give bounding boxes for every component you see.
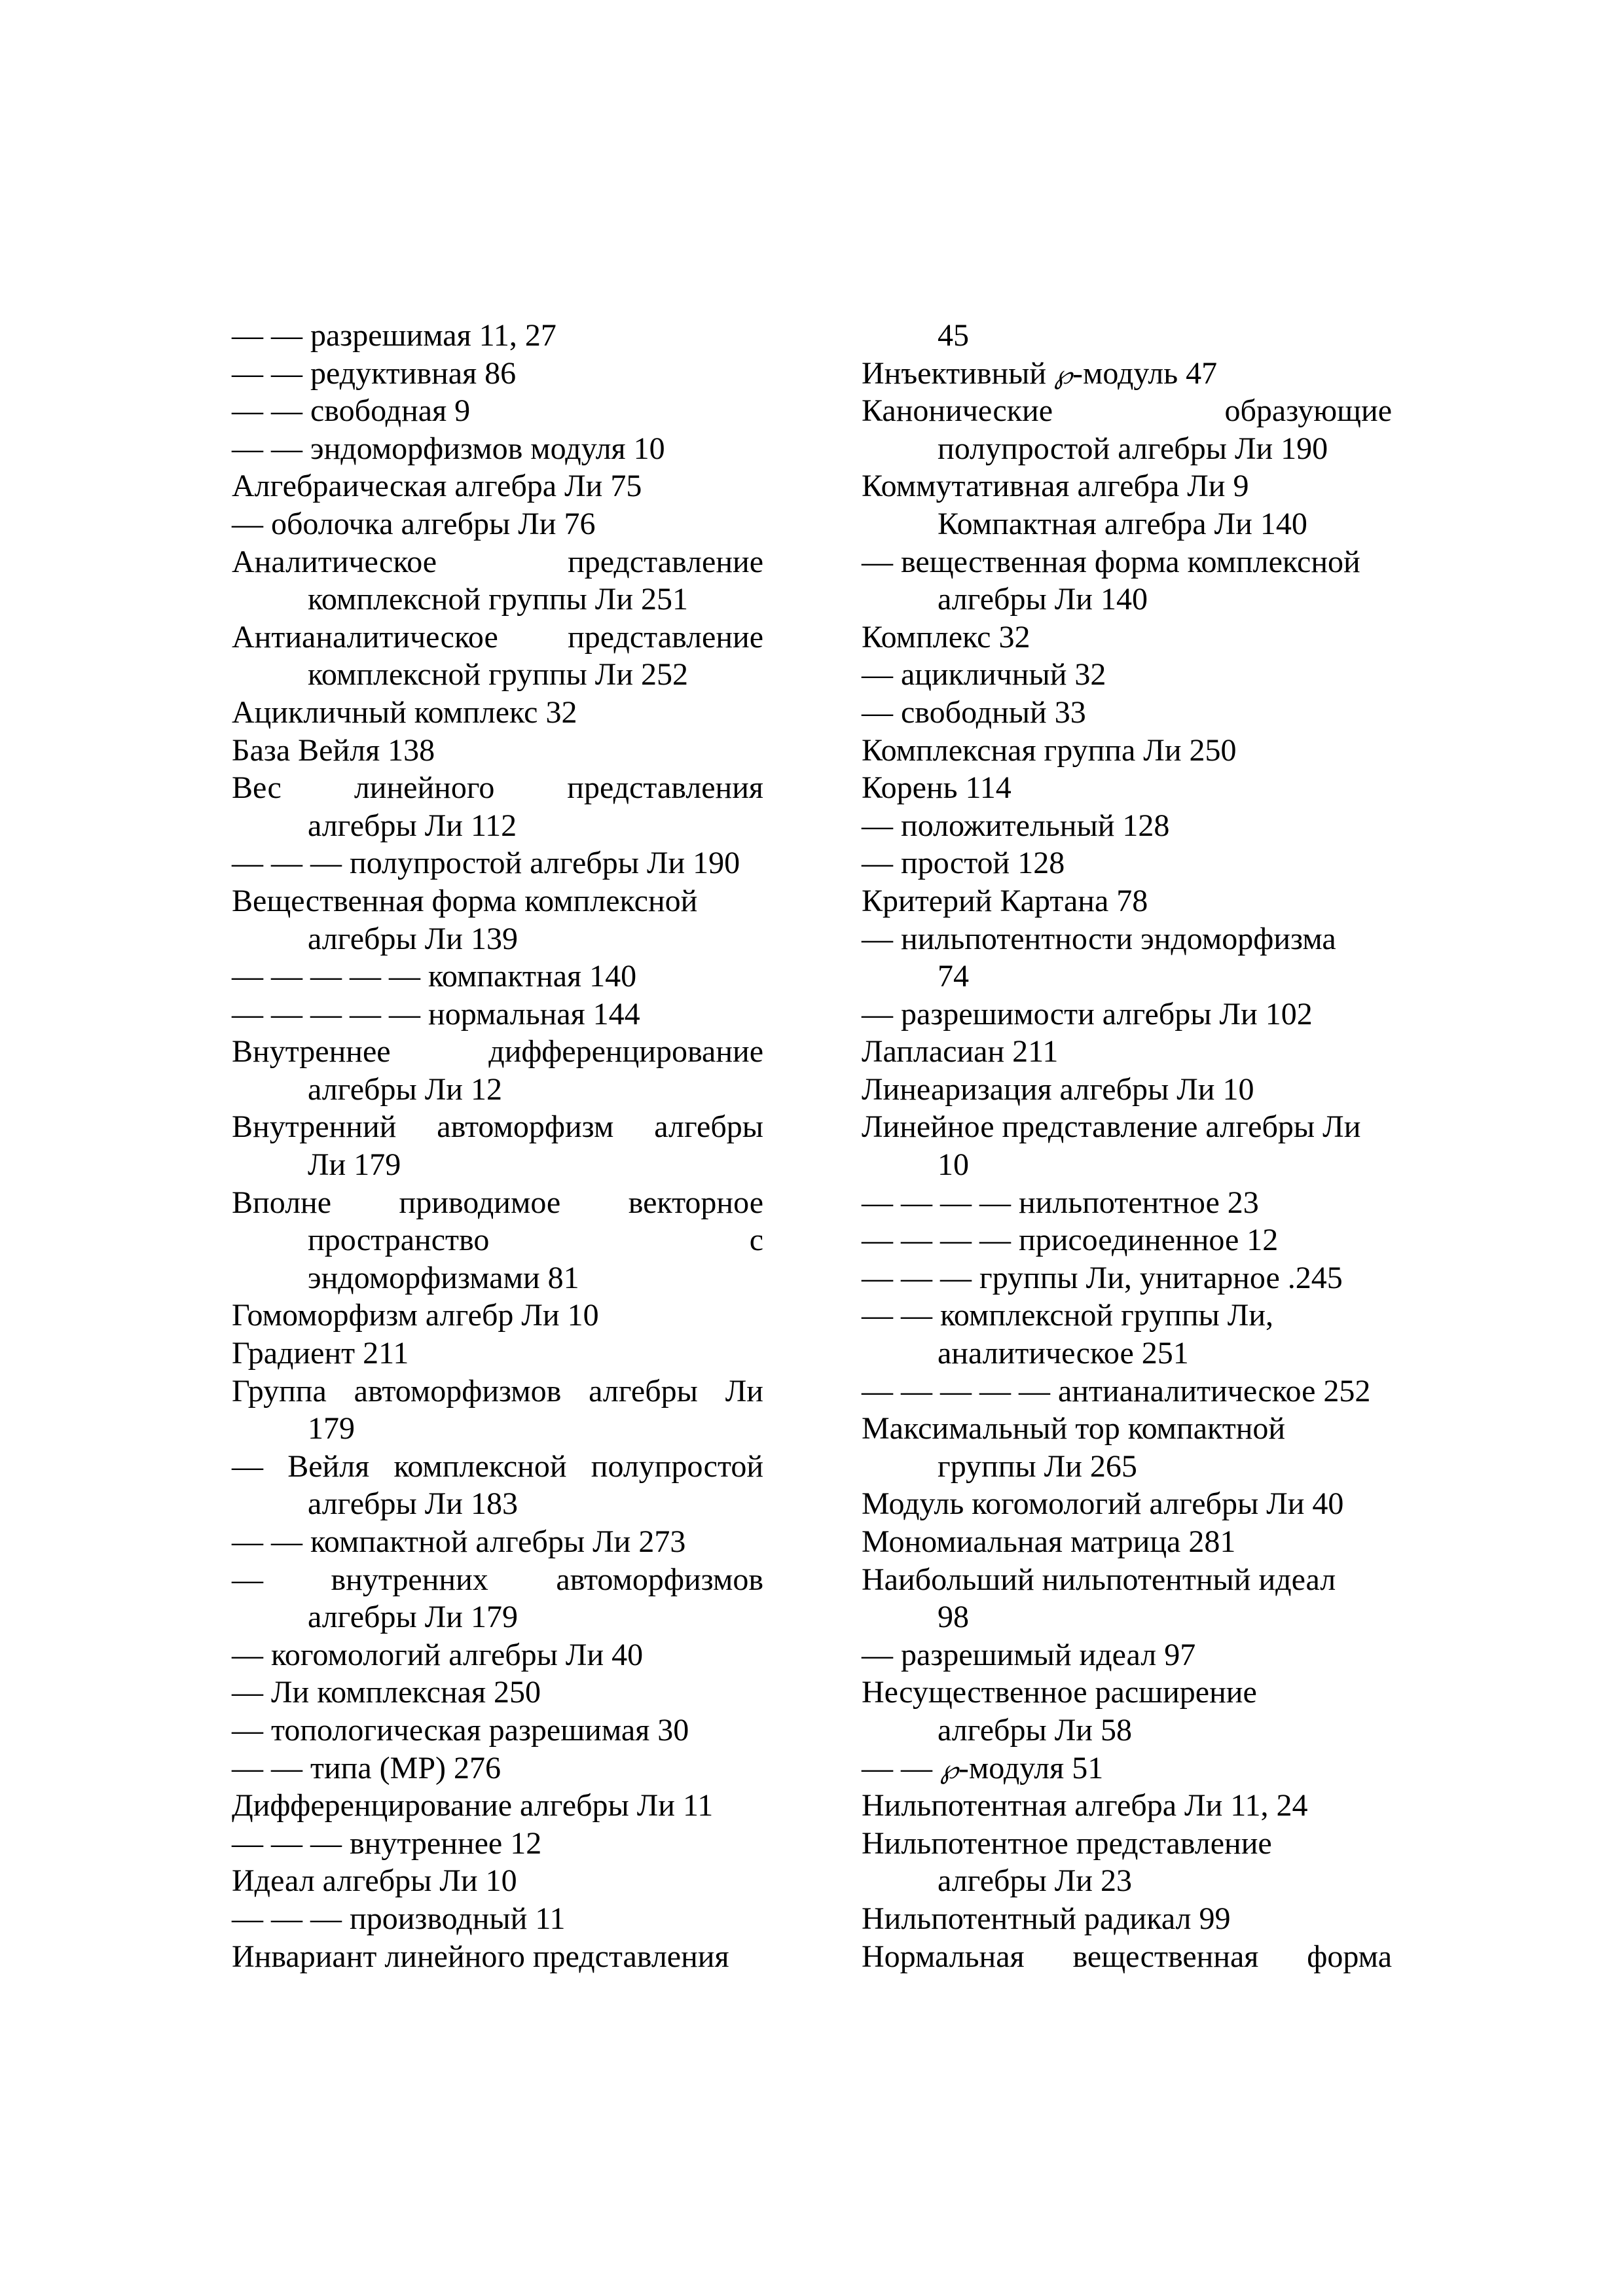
index-entry: [862, 392, 1392, 430]
index-entry: [862, 1787, 1392, 1825]
index-entry-suffix: -модуля 51: [958, 1750, 1104, 1785]
index-entry-text: алгебры Ли 12: [308, 1071, 502, 1107]
index-entry: [232, 1825, 763, 1863]
index-entry: [232, 1221, 763, 1259]
index-entry: [862, 1259, 1392, 1297]
index-entry-text: — — — производный 11: [232, 1901, 566, 1936]
index-entry: [862, 1297, 1392, 1335]
index-entry: [862, 1825, 1392, 1863]
index-entry: [232, 882, 763, 920]
index-entry: [232, 392, 763, 430]
index-entry-text: Внутренний автоморфизм алгебры: [232, 1109, 763, 1145]
index-entry: [232, 732, 763, 770]
index-column-right: [862, 317, 1392, 1975]
index-entry-text: Внутреннее дифференцирование: [232, 1034, 763, 1069]
index-entry-text: Коммутативная алгебра Ли 9: [862, 469, 1249, 504]
index-entry-text: Инъективный: [862, 355, 1047, 391]
index-entry-text: Компактная алгебра Ли 140: [938, 506, 1307, 541]
index-entry: [862, 732, 1392, 770]
index-entry-text: Градиент 211: [232, 1336, 409, 1371]
index-entry-text: — разрешимый идеал 97: [862, 1637, 1196, 1672]
index-entry: [232, 1598, 763, 1636]
index-entry-text: — Вейля комплексной полупростой: [232, 1448, 763, 1484]
index-entry: [232, 1900, 763, 1938]
index-entry: [862, 1184, 1392, 1222]
index-entry: [862, 656, 1392, 694]
index-entry: [862, 1372, 1392, 1410]
index-entry-text: — — — полупростой алгебры Ли 190: [232, 846, 740, 881]
index-entry-text: — — разрешимая 11, 27: [232, 318, 556, 353]
index-entry-text: Комплекс 32: [862, 619, 1030, 655]
index-entry-text: Максимальный тор компактной: [862, 1411, 1286, 1446]
index-entry: [862, 1146, 1392, 1184]
index-entry-text: Лапласиан 211: [862, 1034, 1059, 1069]
index-entry-suffix: -модуль 47: [1072, 355, 1218, 391]
index-entry: [862, 996, 1392, 1033]
index-entry-text: — топологическая разрешимая 30: [232, 1712, 689, 1748]
index-entry: [862, 844, 1392, 882]
index-entry: [862, 430, 1392, 468]
index-entry-text: Ли 179: [308, 1147, 401, 1183]
index-entry: [862, 807, 1392, 845]
index-entry: [232, 1410, 763, 1448]
index-entry: [862, 1749, 1392, 1787]
index-entry: [232, 1787, 763, 1825]
index-entry: [862, 694, 1392, 732]
index-entry: [862, 505, 1392, 543]
index-entry-text: 10: [938, 1147, 969, 1183]
index-entry-text: алгебры Ли 139: [308, 921, 518, 956]
index-entry: [862, 1938, 1392, 1976]
index-entry: [232, 1259, 763, 1297]
gothic-g-symbol: ℘: [940, 1754, 958, 1785]
index-entry-text: — — — — присоединенное 12: [862, 1223, 1279, 1258]
index-entry: [862, 1033, 1392, 1071]
index-entry-text: — — — — — антианалитическое 252: [862, 1373, 1371, 1408]
index-entry: [232, 1108, 763, 1146]
index-entry-text: — — комплексной группы Ли,: [862, 1298, 1274, 1333]
index-entry: [862, 1523, 1392, 1561]
index-entry-text: — оболочка алгебры Ли 76: [232, 506, 596, 541]
index-entry-text: Комплексная группа Ли 250: [862, 732, 1237, 768]
index-entry: [862, 882, 1392, 920]
index-entry-text: 179: [308, 1411, 355, 1446]
index-entry: [232, 1862, 763, 1900]
index-entry-text: алгебры Ли 140: [938, 582, 1148, 617]
index-entry: [862, 958, 1392, 996]
index-entry-text: Линеаризация алгебры Ли 10: [862, 1071, 1254, 1107]
index-entry-text: алгебры Ли 183: [308, 1486, 518, 1522]
index-entry: [232, 958, 763, 996]
index-entry-text: группы Ли 265: [938, 1448, 1137, 1484]
index-entry: [232, 430, 763, 468]
index-entry-text: Группа автоморфизмов алгебры Ли: [232, 1373, 763, 1408]
index-entry: [232, 844, 763, 882]
index-entry: [232, 1523, 763, 1561]
index-entry-text: — — — группы Ли, унитарное .245: [862, 1260, 1343, 1295]
index-entry-text: — —: [862, 1750, 932, 1785]
index-entry-text: Вполне приводимое векторное: [232, 1185, 763, 1220]
index-entry: [862, 1712, 1392, 1749]
index-entry: [232, 1712, 763, 1749]
index-entry: [232, 1561, 763, 1599]
index-entry-text: — — свободная 9: [232, 393, 471, 429]
index-entry: [862, 1561, 1392, 1599]
index-entry-text: — — типа (MP) 276: [232, 1750, 501, 1785]
index-entry: [862, 1410, 1392, 1448]
index-entry: [862, 1108, 1392, 1146]
index-entry-text: Вес линейного представления: [232, 770, 763, 806]
index-entry: [232, 1485, 763, 1523]
index-entry-text: — свободный 33: [862, 694, 1086, 730]
index-entry-text: Дифференцирование алгебры Ли 11: [232, 1788, 714, 1823]
index-entry: [862, 1071, 1392, 1109]
index-entry-text: комплексной группы Ли 252: [308, 657, 689, 692]
index-entry: [862, 1598, 1392, 1636]
index-entry: [232, 769, 763, 807]
index-entry: [232, 694, 763, 732]
index-entry: [232, 355, 763, 393]
index-entry: [232, 1297, 763, 1335]
index-entry-text: Вещественная форма комплексной: [232, 883, 698, 918]
index-entry-text: — — компактной алгебры Ли 273: [232, 1524, 686, 1559]
index-entry-text: пространство с: [308, 1223, 763, 1258]
index-entry-text: Корень 114: [862, 770, 1012, 806]
index-entry-text: Антианалитическое представление: [232, 619, 763, 655]
index-entry-text: Линейное представление алгебры Ли: [862, 1109, 1361, 1145]
index-entry: [862, 1485, 1392, 1523]
index-entry: [232, 1071, 763, 1109]
index-entry-text: алгебры Ли 112: [308, 808, 517, 843]
index-entry-text: — — эндоморфизмов модуля 10: [232, 431, 665, 466]
index-entry-text: алгебры Ли 58: [938, 1712, 1132, 1748]
index-entry: [862, 581, 1392, 619]
index-entry: [232, 1636, 763, 1674]
index-entry: [232, 1146, 763, 1184]
index-entry: [232, 1749, 763, 1787]
index-entry: [232, 807, 763, 845]
index-entry: [232, 505, 763, 543]
index-entry-text: алгебры Ли 179: [308, 1600, 518, 1635]
index-entry-text: — — редуктивная 86: [232, 355, 517, 391]
index-entry: [232, 619, 763, 656]
index-entry-text: Ацикличный комплекс 32: [232, 694, 577, 730]
index-entry: [232, 1184, 763, 1222]
index-entry: [862, 1335, 1392, 1372]
index-entry-text: алгебры Ли 23: [938, 1863, 1132, 1899]
index-entry-text: — — — — нильпотентное 23: [862, 1185, 1259, 1220]
index-entry: [862, 1221, 1392, 1259]
index-entry: [862, 355, 1392, 393]
index-entry: [862, 467, 1392, 505]
gothic-g-symbol: ℘: [1054, 359, 1073, 390]
index-entry: [232, 581, 763, 619]
index-entry: [232, 1372, 763, 1410]
index-entry-text: Критерий Картана 78: [862, 883, 1148, 918]
index-entry-text: комплексной группы Ли 251: [308, 582, 689, 617]
index-entry-text: Нильпотентное представление: [862, 1825, 1272, 1861]
index-column-left: [232, 317, 763, 1975]
index-entry-text: — нильпотентности эндоморфизма: [862, 921, 1336, 956]
index-entry-text: База Вейля 138: [232, 732, 435, 768]
index-entry: [232, 656, 763, 694]
index-entry: [862, 1900, 1392, 1938]
index-entry-text: Нильпотентная алгебра Ли 11, 24: [862, 1788, 1308, 1823]
index-entry: [862, 1448, 1392, 1486]
index-entry-text: Идеал алгебры Ли 10: [232, 1863, 517, 1899]
index-entry-text: эндоморфизмами 81: [308, 1260, 579, 1295]
index-entry-text: — вещественная форма комплексной: [862, 544, 1360, 579]
index-entry: [232, 467, 763, 505]
index-entry-text: Инвариант линейного представления: [232, 1939, 729, 1974]
index-entry-text: — когомологий алгебры Ли 40: [232, 1637, 644, 1672]
index-entry: [232, 1674, 763, 1712]
index-entry-text: Модуль когомологий алгебры Ли 40: [862, 1486, 1344, 1522]
index-entry-text: — простой 128: [862, 846, 1065, 881]
index-entry: [862, 1636, 1392, 1674]
index-entry: [232, 1033, 763, 1071]
index-entry-text: — Ли комплексная 250: [232, 1675, 541, 1710]
index-entry-text: — ацикличный 32: [862, 657, 1106, 692]
index-entry: [232, 1938, 763, 1976]
index-entry-text: 45: [938, 318, 969, 353]
index-entry-text: Наибольший нильпотентный идеал: [862, 1562, 1336, 1597]
index-entry-text: Нильпотентный радикал 99: [862, 1901, 1231, 1936]
index-entry: [232, 920, 763, 958]
index-entry: [232, 1335, 763, 1372]
index-entry-text: 74: [938, 959, 969, 994]
index-entry: [232, 543, 763, 581]
index-entry-text: Гомоморфизм алгебр Ли 10: [232, 1298, 599, 1333]
index-entry: [862, 619, 1392, 656]
index-entry: [232, 996, 763, 1033]
index-entry-text: — внутренних автоморфизмов: [232, 1562, 763, 1597]
index-entry: [232, 317, 763, 355]
index-entry-text: Канонические образующие: [862, 393, 1392, 429]
index-entry: [862, 1674, 1392, 1712]
index-entry-text: — — — внутреннее 12: [232, 1825, 542, 1861]
index-entry: [862, 317, 1392, 355]
index-entry-text: — положительный 128: [862, 808, 1170, 843]
index-entry-text: Аналитическое представление: [232, 544, 763, 579]
index-entry-text: Мономиальная матрица 281: [862, 1524, 1236, 1559]
index-entry-text: аналитическое 251: [938, 1336, 1189, 1371]
index-entry: [862, 920, 1392, 958]
index-entry-text: Алгебраическая алгебра Ли 75: [232, 469, 642, 504]
index-entry-text: Нормальная вещественная форма: [862, 1939, 1392, 1974]
index-entry-text: — — — — — нормальная 144: [232, 996, 640, 1031]
index-entry: [862, 1862, 1392, 1900]
index-entry: [862, 769, 1392, 807]
index-entry-text: — — — — — компактная 140: [232, 959, 637, 994]
index-entry: [232, 1448, 763, 1486]
index-entry-text: — разрешимости алгебры Ли 102: [862, 996, 1313, 1031]
index-entry: [862, 543, 1392, 581]
index-entry-text: Несущественное расширение: [862, 1675, 1257, 1710]
index-entry-text: полупростой алгебры Ли 190: [938, 431, 1328, 466]
index-entry-text: 98: [938, 1600, 969, 1635]
